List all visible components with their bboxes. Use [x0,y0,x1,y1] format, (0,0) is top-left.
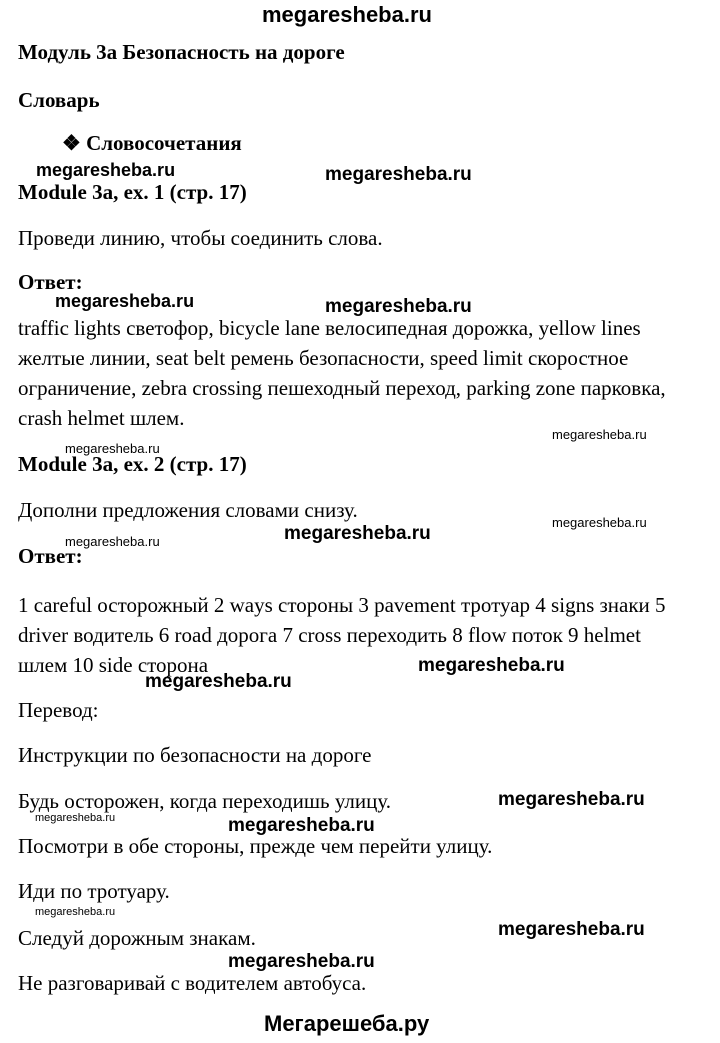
translation-line: Иди по тротуару. [18,879,170,903]
watermark: megaresheba.ru [36,160,176,180]
watermark: megaresheba.ru [228,951,375,972]
watermark: megaresheba.ru [35,812,116,824]
watermark: megaresheba.ru [498,789,645,810]
watermark: megaresheba.ru [55,291,195,311]
exercise2-instruction: Дополни предложения словами снизу. [18,498,358,522]
diamond-bullet-icon: ❖ [62,131,81,155]
module-title: Модуль 3а Безопасность на дороге [18,40,345,64]
watermark: megaresheba.ru [552,427,647,442]
exercise1-instruction: Проведи линию, чтобы соединить слова. [18,226,383,250]
watermark: megaresheba.ru [552,515,647,530]
exercise2-answer-text: 1 careful осторожный 2 ways стороны 3 pavement тротуар 4 signs знаки 5 driver водитель 6 road дорога 7 cross переходить 8 flow поток 9 helmet шлем 10 side сторона [18,593,666,677]
exercise1-title: Module 3a, ex. 1 (стр. 17) [18,180,247,204]
translation-line: Следуй дорожным знакам. [18,926,256,950]
watermark: megaresheba.ru [325,296,472,317]
watermark: megaresheba.ru [498,919,645,940]
watermark: megaresheba.ru [35,906,116,918]
site-header: megaresheba.ru [262,2,432,27]
watermark: megaresheba.ru [145,671,292,692]
vocabulary-heading: Словарь [18,88,100,112]
translation-line: Посмотри в обе стороны, прежде чем перейти улицу. [18,834,493,858]
watermark: megaresheba.ru [228,815,375,836]
watermark: megaresheba.ru [325,164,472,185]
collocations-label: Словосочетания [86,131,242,155]
exercise1-answer-label: Ответ: [18,270,83,294]
watermark: megaresheba.ru [418,655,565,676]
translation-line: Инструкции по безопасности на дороге [18,743,372,767]
watermark: megaresheba.ru [65,534,160,549]
translation-label: Перевод: [18,698,99,722]
site-footer: Мегарешеба.ру [264,1011,430,1036]
collocations-heading [62,131,242,156]
watermark: megaresheba.ru [284,523,431,544]
translation-line: Не разговаривай с водителем автобуса. [18,971,367,995]
watermark: megaresheba.ru [65,441,160,456]
exercise1-answer-text: traffic lights светофор, bicycle lane велосипедная дорожка, yellow lines желтые линии, seat belt ремень безопасности, speed limit скоростное ограничение, zebra crossing пешеходный переход, parking zone парковка, crash helmet шлем. [18,316,666,430]
exercise2-answer-label: Ответ: [18,544,83,568]
exercise2-title: Module 3a, ex. 2 (стр. 17) [18,452,247,476]
translation-line: Будь осторожен, когда переходишь улицу. [18,789,391,813]
